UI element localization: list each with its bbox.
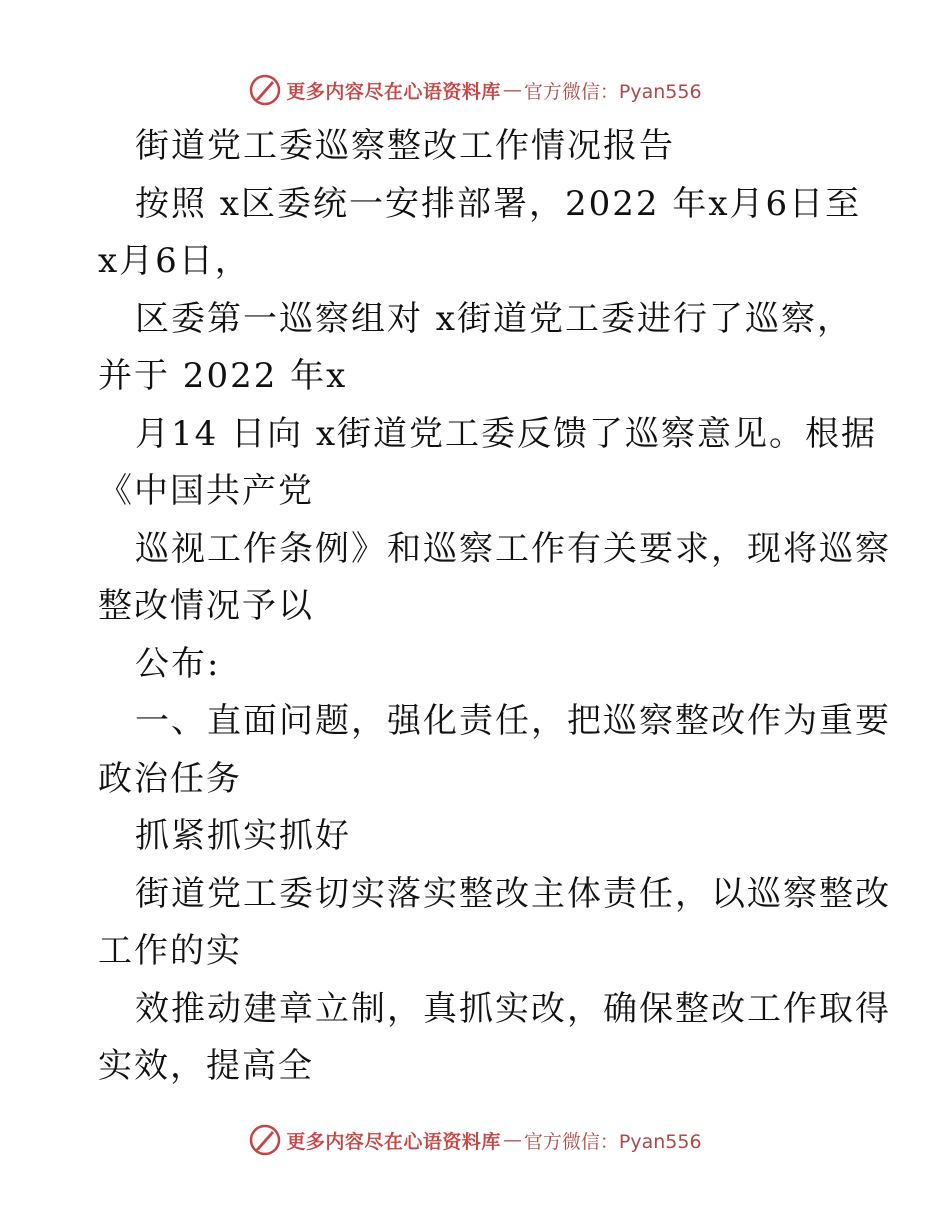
document-line: 政治任务 [98,758,242,799]
document-line: 区委第一巡察组对 x街道党工委进行了巡察， [135,298,853,339]
document-line: 实效，提高全 [98,1046,314,1086]
watermark-text: 更多内容尽在心语资料库 [286,1130,501,1153]
document-line: 街道党工委巡察整改工作情况报告 [135,126,675,166]
document-body [98,118,891,1096]
document-line: 整改情况予以 [98,586,314,626]
document-line: 月14 日向 x街道党工委反馈了巡察意见。根据 [135,413,878,454]
watermark-handle: 官方微信：Pyan556 [523,1130,702,1153]
footer-watermark [0,1120,950,1160]
watermark-text: 更多内容尽在心语资料库 [286,80,501,103]
watermark-handle: 官方微信：Pyan556 [523,80,702,103]
document-line: 一、直面问题，强化责任，把巡察整改作为重要 [135,701,891,741]
header-watermark [0,70,950,110]
document-line: 效推动建章立制，真抓实改，确保整改工作取得 [135,988,891,1029]
quill-pen-icon [248,1123,282,1157]
document-line: 公布: [135,643,221,684]
document-line: 街道党工委切实落实整改主体责任，以巡察整改 [135,873,891,914]
document-line: 《中国共产党 [98,471,314,511]
document-line: 抓紧抓实抓好 [135,816,351,856]
quill-pen-icon [248,73,282,107]
watermark-separator: — [502,1129,522,1151]
document-line: 并于 2022 年x [98,356,348,396]
document-line: x月6日， [98,241,251,281]
document-line: 巡视工作条例》和巡察工作有关要求，现将巡察 [135,528,891,569]
document-line: 按照 x区委统一安排部署，2022 年x月6日至 [135,183,862,224]
document-line: 工作的实 [98,931,242,971]
watermark-separator: — [502,79,522,101]
